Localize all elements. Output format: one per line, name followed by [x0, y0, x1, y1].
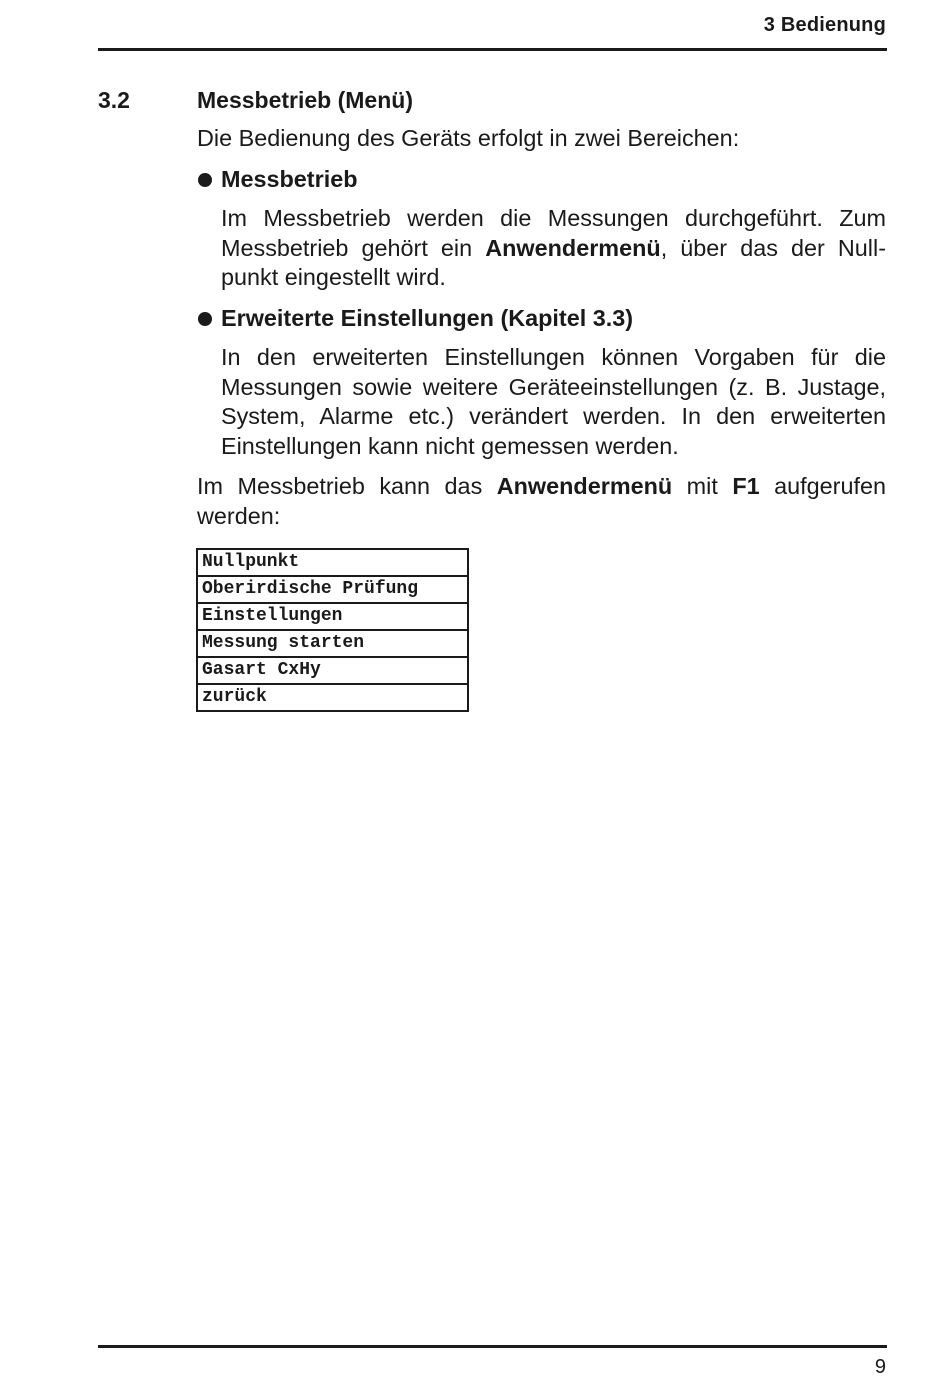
page-number: 9 — [874, 1356, 886, 1378]
menu-row — [197, 657, 468, 684]
menu-row — [197, 603, 468, 630]
menu-item-gasart: Gasart CxHy — [197, 657, 468, 684]
bullet-body-erweiterte-einstellungen: In den erweiterten Einstellungen können Vorgaben für die Messungen sowie weitere Geräteeinstellungen (z. B. Justage, System, Alarme etc.) verändert werden. In den erweiterten Einstellungen kann nicht gemessen werden. — [221, 344, 886, 459]
section-title: Messbetrieb (Menü) — [197, 87, 413, 113]
menu-row — [197, 684, 468, 711]
bullet-heading-erweiterte-einstellungen — [197, 304, 886, 334]
section-number: 3.2 — [98, 87, 130, 113]
header-rule — [98, 48, 887, 51]
footer-rule — [98, 1345, 887, 1348]
bullet-body-emphasis: Anwendermenü — [485, 234, 661, 261]
menu-item-messung-starten: Messung starten — [197, 630, 468, 657]
menu-row — [197, 549, 468, 576]
closing-emphasis-key: F1 — [732, 473, 760, 499]
menu-item-oberirdische-pruefung: Oberirdische Prüfung — [197, 576, 468, 603]
menu-row — [197, 630, 468, 657]
bullet-dot-icon — [198, 173, 212, 187]
menu-item-einstellungen: Einstellungen — [197, 603, 468, 630]
menu-row — [197, 576, 468, 603]
bullet-body-text: Im Messbetrieb werden die Messungen durchgeführt. Zum Messbetrieb gehört ein — [221, 205, 886, 261]
bullet-body-messbetrieb — [221, 204, 886, 293]
user-menu-display — [196, 548, 469, 712]
closing-text: aufgerufen werden: — [197, 473, 886, 529]
bullet-heading-messbetrieb — [197, 165, 886, 195]
closing-text: Im Messbetrieb kann das — [197, 473, 497, 499]
bullet-body-text: , über das der Nullpunkt eingestellt wird. — [221, 234, 886, 290]
section-content — [197, 124, 886, 531]
bullet-dot-icon — [198, 312, 212, 326]
closing-emphasis-menu: Anwendermenü — [496, 473, 673, 499]
bullet-heading-label: Messbetrieb — [221, 165, 358, 192]
bullet-heading-label: Erweiterte Einstellungen (Kapitel 3.3) — [221, 304, 634, 331]
menu-item-nullpunkt: Nullpunkt — [197, 549, 468, 576]
intro-paragraph: Die Bedienung des Geräts erfolgt in zwei Bereichen: — [197, 125, 740, 151]
running-header: 3 Bedienung — [763, 14, 886, 36]
menu-item-zurueck: zurück — [197, 684, 468, 711]
closing-text: mit — [672, 473, 733, 499]
closing-paragraph — [197, 472, 886, 531]
